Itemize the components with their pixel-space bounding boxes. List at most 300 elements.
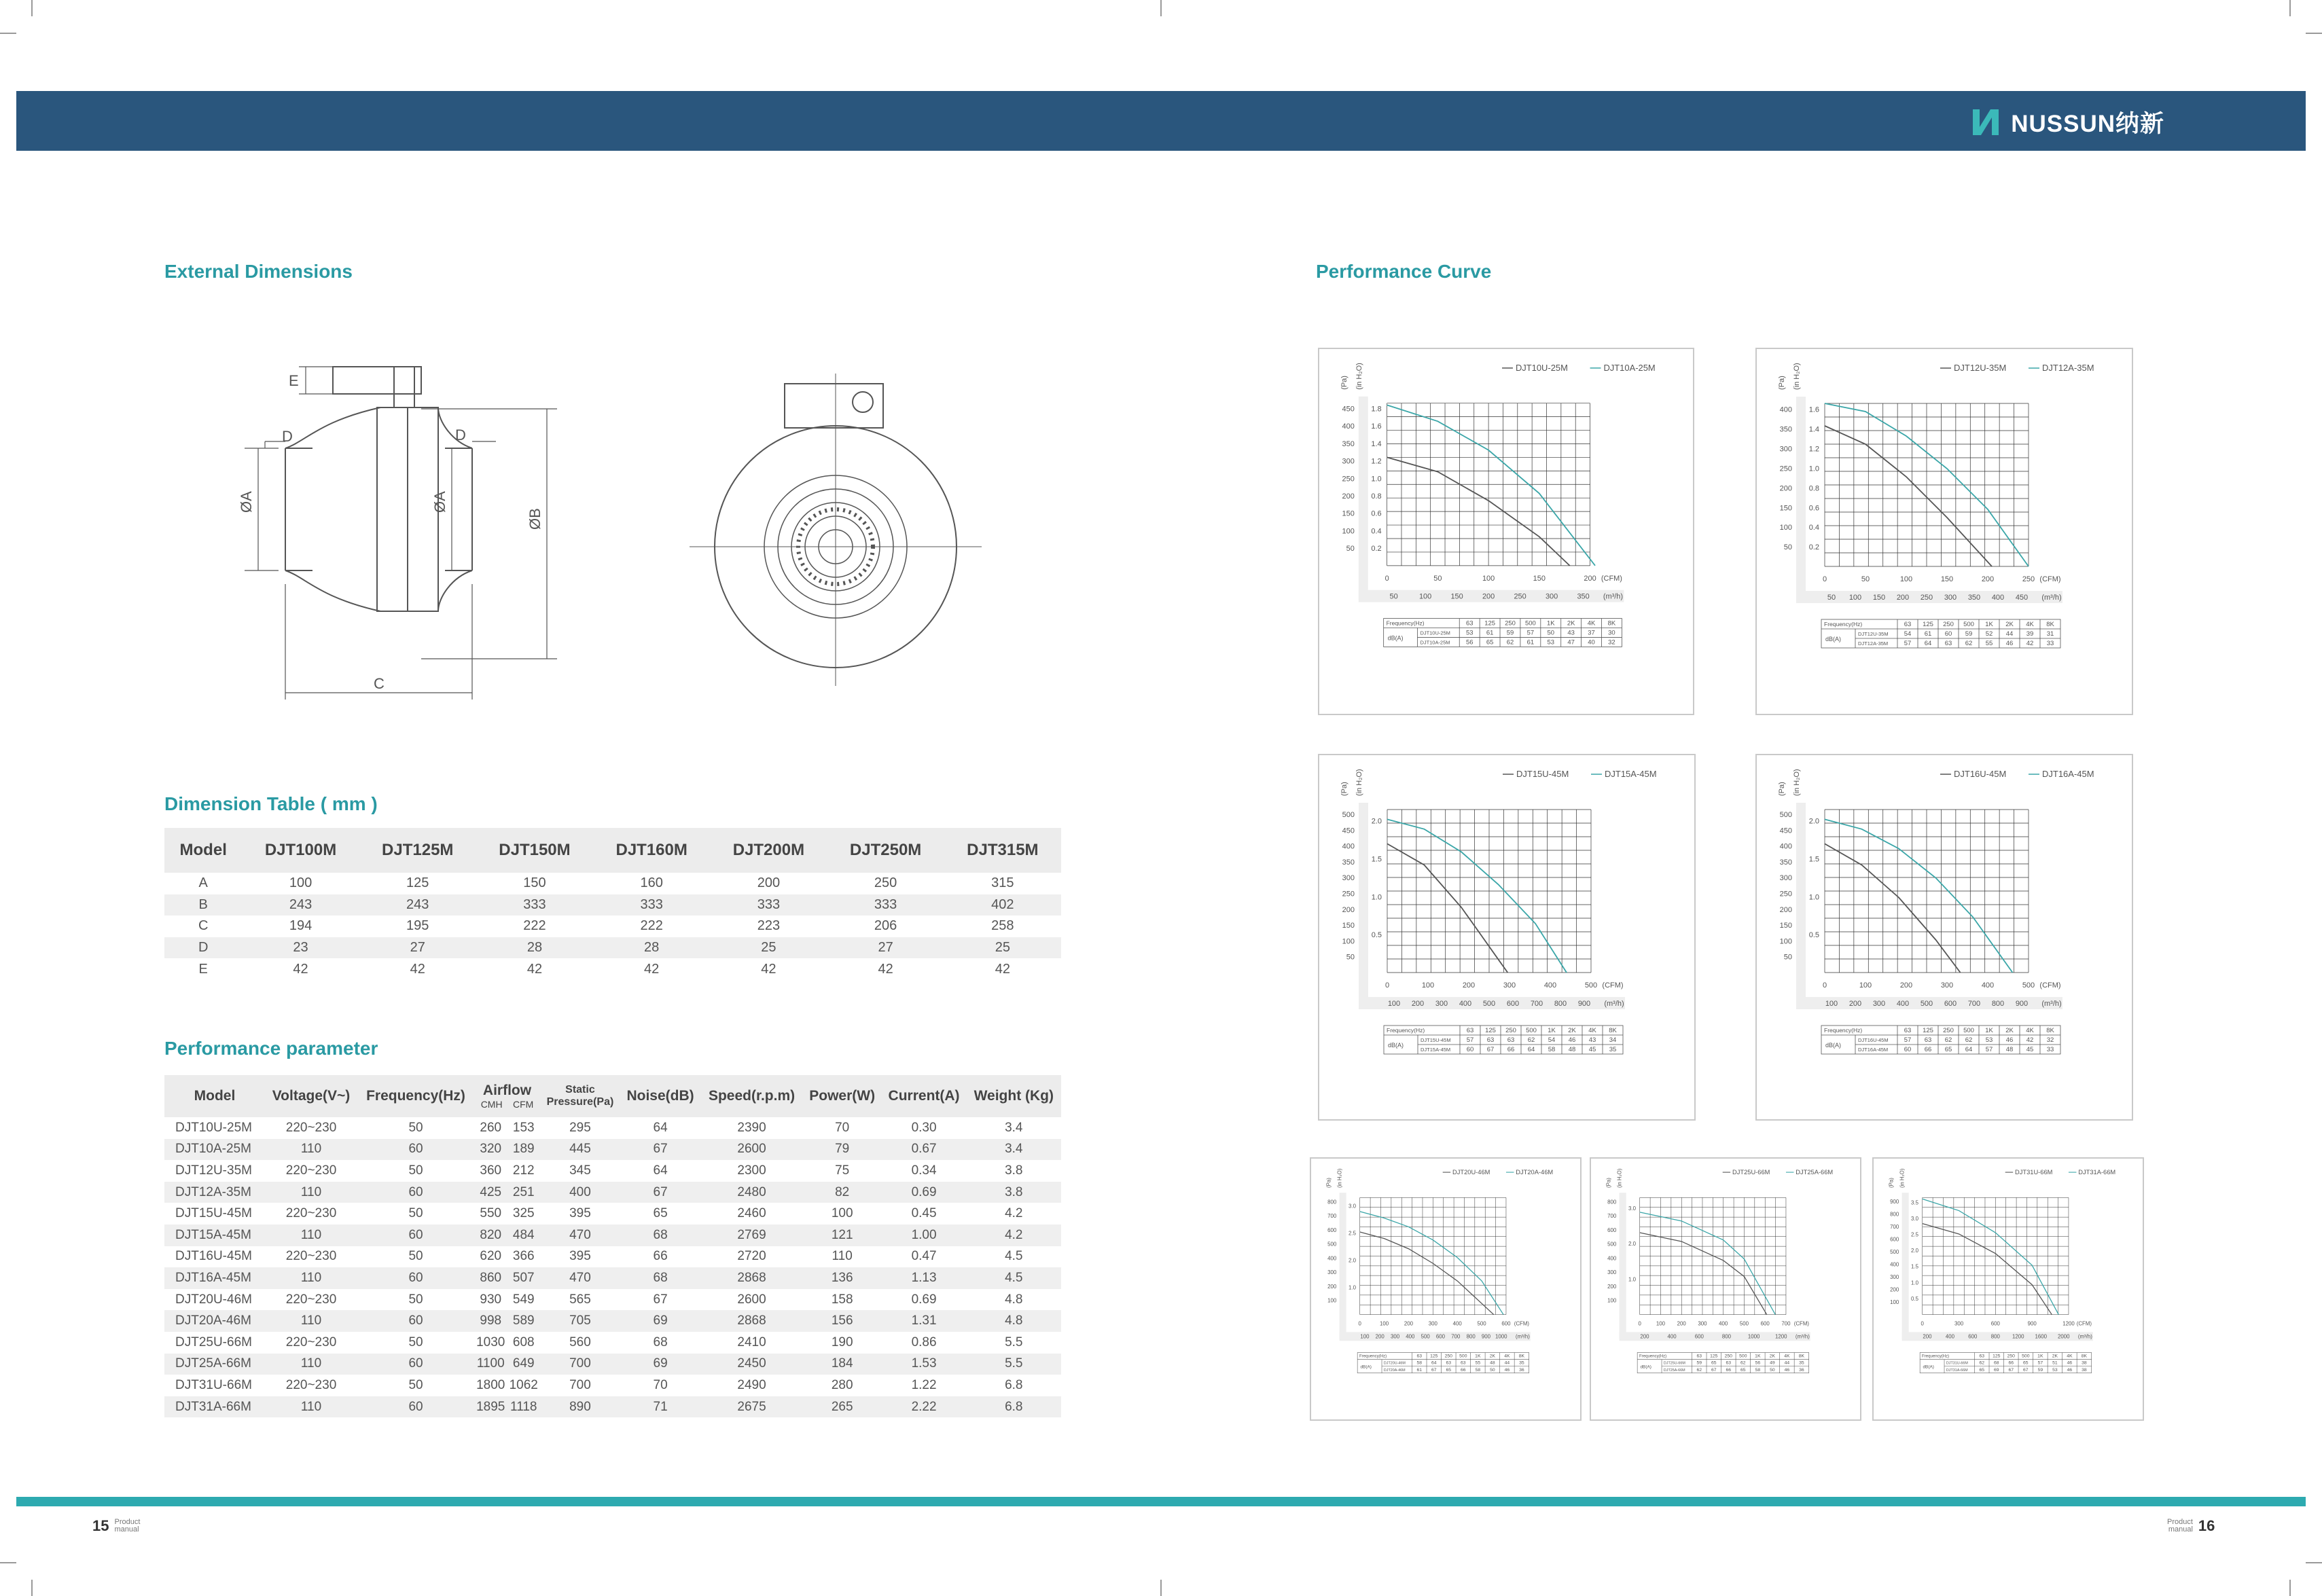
table-cell: 315 (991, 875, 1014, 891)
axis-band (1359, 397, 1368, 600)
table-cell: 67 (620, 1182, 700, 1203)
y-tick-label: 150 (1779, 922, 1792, 930)
crop-mark (1160, 1580, 1162, 1596)
table-cell: 125 (406, 875, 429, 891)
y2-tick-label: 2.0 (1628, 1241, 1636, 1248)
table-row (164, 1182, 1061, 1203)
noise-value-cell: 64 (1924, 640, 1932, 647)
table-cell: DJT20U-46M (175, 1292, 252, 1307)
performance-chart-svg (1757, 349, 2132, 714)
noise-value-cell: 34 (1609, 1036, 1617, 1044)
col-voltage: Voltage(V~) (265, 1075, 357, 1117)
noise-value-cell: 53 (1985, 1036, 1993, 1044)
x-tick-label: 100 (1859, 981, 1872, 990)
noise-value-cell: 44 (1504, 1360, 1510, 1366)
table-row (164, 1267, 1061, 1289)
table-cell: 2868 (700, 1267, 803, 1289)
y-tick-label: 600 (1607, 1227, 1617, 1233)
table-cell: 220~230 (285, 1292, 337, 1307)
curve-card-djt31 (1872, 1157, 2144, 1421)
noise-value-cell: DJT31A-66M (1946, 1368, 1968, 1373)
y-tick-label: 900 (1890, 1198, 1899, 1205)
noise-header-cell: 1K (1985, 621, 1993, 628)
x2-tick-label: 300 (1872, 1000, 1886, 1008)
noise-value-cell: 42 (2026, 640, 2034, 647)
x2-tick-label: 400 (1667, 1333, 1677, 1340)
y-axis-label: (Pa) (1325, 1178, 1332, 1189)
y-axis-label: (Pa) (1778, 782, 1786, 796)
y-tick-label: 100 (1779, 524, 1792, 532)
table-cell: 70 (835, 1120, 850, 1135)
series-line (1640, 1212, 1776, 1315)
y-tick-label: 300 (1779, 874, 1792, 883)
x-tick-label: 250 (2022, 575, 2035, 583)
table-cell: 0.47 (911, 1249, 937, 1264)
y2-tick-label: 0.8 (1808, 484, 1819, 493)
y-tick-label: 400 (1779, 842, 1792, 851)
table-row (164, 1289, 1061, 1311)
y2-tick-label: 0.5 (1808, 931, 1819, 940)
table-cell: 3.8 (967, 1182, 1061, 1203)
x-tick-label: 300 (1954, 1320, 1964, 1327)
table-cell: 2.22 (882, 1396, 967, 1418)
table-cell: 50 (408, 1335, 423, 1349)
table-cell: 2720 (737, 1249, 766, 1264)
dim-col-header: DJT100M (242, 828, 359, 873)
noise-value-cell: 46 (2067, 1367, 2073, 1373)
noise-header-cell: 2K (2052, 1354, 2058, 1359)
table-cell: 333 (593, 894, 710, 916)
axis-band (1359, 803, 1368, 1006)
x-tick-label: 0 (1638, 1320, 1641, 1327)
noise-value-cell: 61 (1924, 630, 1932, 638)
noise-value-cell: 62 (1979, 1360, 1985, 1366)
x-tick-label: 50 (1861, 575, 1870, 583)
x2-tick-label: 200 (1411, 1000, 1425, 1008)
y-axis-label: (Pa) (1778, 376, 1786, 390)
noise-value-cell: DJT15U-45M (1421, 1037, 1451, 1043)
table-cell: 190 (831, 1335, 853, 1349)
noise-value-cell: 58 (1475, 1367, 1481, 1373)
table-cell: 4.5 (967, 1267, 1061, 1289)
y-tick-label: 100 (1607, 1297, 1617, 1304)
table-cell: 3.4 (967, 1139, 1061, 1161)
noise-value-cell: 65 (1944, 1046, 1952, 1053)
table-cell: 0.86 (911, 1335, 937, 1349)
y-tick-label: 350 (1779, 425, 1792, 434)
y2-tick-label: 0.5 (1371, 931, 1382, 940)
y-tick-label: 400 (1779, 405, 1792, 414)
noise-value-cell: 55 (1985, 640, 1993, 647)
noise-value-cell: 52 (1985, 630, 1993, 638)
dim-col-header: DJT200M (710, 828, 827, 873)
table-cell: 333 (827, 894, 944, 916)
noise-value-cell: 54 (1904, 630, 1912, 638)
table-row (164, 937, 1061, 959)
col-power: Power(W) (803, 1075, 882, 1117)
x-tick-label: 500 (2022, 981, 2035, 990)
noise-value-cell: 48 (1568, 1046, 1576, 1053)
table-cell: 189 (507, 1139, 541, 1161)
y2-axis-label: (in H₂O) (1355, 769, 1363, 796)
series-line (1923, 1199, 2059, 1314)
table-cell: 60 (357, 1182, 474, 1203)
x-tick-label: 1200 (2062, 1320, 2075, 1327)
noise-value-cell: DJT10U-25M (1420, 630, 1450, 636)
noise-value-cell: 66 (1461, 1367, 1466, 1373)
x2-tick-label: 400 (1896, 1000, 1910, 1008)
noise-header-cell: 4K (2026, 1027, 2034, 1034)
y2-axis-label: (in H₂O) (1355, 363, 1363, 390)
y-tick-label: 500 (1890, 1248, 1899, 1255)
x2-tick-label: 150 (1450, 592, 1463, 601)
noise-header-cell: 4K (1587, 619, 1596, 628)
x-tick-label: 100 (1380, 1320, 1389, 1327)
table-cell: 110 (265, 1182, 357, 1203)
noise-value-cell: 46 (1504, 1367, 1510, 1373)
table-cell: 60 (357, 1225, 474, 1246)
table-cell: A (198, 875, 208, 891)
table-cell: 295 (569, 1120, 591, 1135)
noise-value-cell: DJT16U-45M (1858, 1037, 1889, 1043)
noise-value-cell: 53 (1547, 638, 1555, 647)
table-cell: 79 (803, 1139, 882, 1161)
noise-header-cell: 1K (1755, 1354, 1761, 1359)
table-cell: 6.8 (967, 1396, 1061, 1418)
noise-header-cell: 4K (1784, 1354, 1790, 1359)
noise-value-cell: 59 (1965, 630, 1973, 638)
noise-header-cell: 500 (1459, 1354, 1467, 1359)
table-row (164, 1375, 1061, 1396)
noise-value-cell: 63 (1944, 640, 1952, 647)
x2-tick-label: 200 (1848, 1000, 1862, 1008)
y2-tick-label: 2.5 (1911, 1231, 1918, 1238)
x2-tick-label: 500 (1482, 1000, 1496, 1008)
dim-col-header: DJT250M (827, 828, 944, 873)
y-tick-label: 400 (1342, 842, 1355, 851)
noise-value-cell: 63 (1507, 1036, 1515, 1044)
y2-tick-label: 3.0 (1628, 1205, 1636, 1212)
noise-value-cell: 66 (2008, 1360, 2014, 1366)
x-tick-label: 600 (1760, 1320, 1770, 1327)
y2-tick-label: 1.8 (1371, 405, 1382, 414)
noise-value-cell: 63 (1461, 1360, 1466, 1366)
table-cell: 4.2 (967, 1225, 1061, 1246)
table-cell: DJT12A-35M (164, 1182, 265, 1203)
noise-header-cell: 500 (2022, 1354, 2030, 1359)
noise-value-cell: 46 (1568, 1036, 1576, 1044)
noise-value-cell: 56 (1755, 1360, 1761, 1366)
noise-header-cell: 63 (1904, 1027, 1912, 1034)
table-cell: 265 (803, 1396, 882, 1418)
y-tick-label: 800 (1890, 1211, 1899, 1218)
y-tick-label: 350 (1342, 858, 1355, 867)
noise-value-cell: 46 (2067, 1360, 2073, 1366)
table-row (164, 1332, 1061, 1354)
table-cell: 0.34 (911, 1163, 937, 1178)
col-model: Model (164, 1075, 265, 1117)
x2-tick-label: 200 (1482, 592, 1495, 601)
table-cell: 110 (265, 1310, 357, 1332)
noise-header-cell: Frequency(Hz) (1639, 1354, 1667, 1359)
noise-header-cell: 125 (1923, 621, 1933, 628)
x2-tick-label: 100 (1825, 1000, 1838, 1008)
series-line (1640, 1233, 1767, 1315)
pressure-label: Pressure(Pa) (546, 1096, 614, 1108)
table-row (164, 1203, 1061, 1225)
table-cell: 50 (408, 1377, 423, 1392)
noise-row-label: dB(A) (1360, 1364, 1372, 1370)
noise-value-cell: 67 (1431, 1367, 1437, 1373)
table-cell: 1100 (474, 1354, 507, 1375)
noise-header-cell: 500 (1739, 1354, 1747, 1359)
dim-col-header: DJT150M (476, 828, 593, 873)
col-weight: Weight (Kg) (967, 1075, 1061, 1117)
table-cell: 1800 (476, 1377, 505, 1392)
table-cell: 0.69 (882, 1182, 967, 1203)
noise-value-cell: 55 (1475, 1360, 1481, 1366)
x-tick-label: 100 (1482, 574, 1495, 583)
table-cell: 1895 (474, 1396, 507, 1418)
noise-header-cell: 2K (1489, 1354, 1496, 1359)
noise-value-cell: 50 (1547, 629, 1555, 637)
x-axis-label: (CFM) (2076, 1320, 2092, 1327)
y2-axis-label: (in H₂O) (1793, 769, 1801, 796)
noise-value-cell: 46 (1784, 1367, 1790, 1373)
table-cell: 194 (289, 918, 312, 934)
legend-entry: DJT20U-46M (1452, 1168, 1490, 1176)
product-manual-label (2167, 1519, 2193, 1534)
table-cell: 4.5 (1005, 1249, 1023, 1264)
noise-value-cell: 58 (1755, 1367, 1761, 1373)
y-tick-label: 400 (1342, 422, 1355, 431)
noise-value-cell: 65 (1740, 1367, 1746, 1373)
table-cell: 560 (569, 1335, 591, 1349)
table-cell: DJT16U-45M (175, 1249, 252, 1264)
y-axis-label: (Pa) (1888, 1178, 1895, 1189)
noise-value-cell: 68 (1994, 1360, 1999, 1366)
table-cell: DJT10U-25M (175, 1120, 252, 1135)
table-cell: 50 (408, 1206, 423, 1221)
table-cell: D (164, 937, 242, 959)
y2-tick-label: 1.0 (1371, 475, 1382, 484)
x2-tick-label: 900 (1577, 1000, 1591, 1008)
table-cell: 507 (507, 1267, 541, 1289)
y-tick-label: 600 (1890, 1236, 1899, 1243)
noise-value-cell: 38 (2082, 1360, 2087, 1366)
y2-tick-label: 1.5 (1911, 1263, 1918, 1270)
crop-mark (31, 1580, 33, 1596)
table-cell: 366 (512, 1249, 535, 1264)
noise-value-cell: 58 (1416, 1360, 1423, 1366)
noise-value-cell: 50 (1770, 1367, 1775, 1373)
y2-tick-label: 1.2 (1808, 445, 1819, 454)
x2-tick-label: 600 (1506, 1000, 1520, 1008)
table-cell: 60 (357, 1139, 474, 1161)
table-cell: 42 (878, 961, 893, 977)
crop-mark (1160, 0, 1162, 16)
axis-band (1796, 803, 1806, 1006)
noise-header-cell: 2K (2005, 1027, 2014, 1034)
x-tick-label: 0 (1385, 574, 1389, 583)
y-tick-label: 800 (1327, 1199, 1337, 1205)
curve-card-djt15 (1318, 754, 1696, 1121)
y-tick-label: 400 (1890, 1261, 1899, 1268)
series-line (1923, 1224, 2052, 1315)
page-number: 16 (2198, 1517, 2215, 1534)
crop-mark (0, 1562, 16, 1563)
y2-tick-label: 0.4 (1808, 524, 1819, 532)
y-tick-label: 200 (1779, 484, 1792, 493)
y2-tick-label: 1.0 (1911, 1280, 1918, 1286)
brand-name: NUSSUN纳新 (2011, 111, 2164, 137)
legend-entry: DJT20A-46M (1516, 1168, 1554, 1176)
noise-value-cell: 57 (1904, 640, 1912, 647)
noise-value-cell: 63 (1924, 1036, 1932, 1044)
table-cell: 0.69 (911, 1292, 937, 1307)
table-cell: 1.22 (911, 1377, 937, 1392)
table-cell: 280 (831, 1377, 853, 1392)
table-cell: 50 (408, 1120, 423, 1135)
table-cell: 64 (653, 1163, 668, 1178)
footer-bar (16, 1497, 2306, 1506)
table-cell: 608 (512, 1335, 535, 1349)
x2-tick-label: 800 (1990, 1333, 2000, 1340)
x2-tick-label: 1200 (2012, 1333, 2024, 1340)
noise-header-cell: 4K (2067, 1354, 2073, 1359)
y-tick-label: 450 (1342, 827, 1355, 835)
table-cell: 69 (620, 1354, 700, 1375)
nussun-logo-icon (1970, 107, 2001, 138)
product-manual-label (114, 1519, 140, 1534)
table-cell: 425 (474, 1182, 507, 1203)
table-row (164, 1396, 1061, 1418)
noise-value-cell: DJT15A-45M (1421, 1047, 1451, 1053)
y-tick-label: 100 (1342, 937, 1355, 946)
table-cell: 550 (480, 1206, 502, 1221)
table-cell: 1118 (507, 1396, 541, 1418)
x2-tick-label: 2000 (2058, 1333, 2070, 1340)
dim-col-header: Model (164, 828, 242, 873)
x-tick-label: 150 (1533, 574, 1546, 583)
noise-header-cell: 250 (1724, 1354, 1732, 1359)
table-cell: 60 (357, 1267, 474, 1289)
table-cell: 200 (757, 875, 781, 891)
noise-value-cell: 57 (1526, 629, 1535, 637)
performance-parameter-title: Performance parameter (164, 1038, 378, 1059)
x-tick-label: 300 (1503, 981, 1516, 990)
noise-header-cell: 125 (1993, 1354, 2001, 1359)
x-tick-label: 500 (1584, 981, 1598, 990)
table-row (164, 1139, 1061, 1161)
table-cell: 223 (757, 918, 781, 934)
x2-axis-label: (m³/h) (1604, 1000, 1624, 1008)
noise-value-cell: 62 (1965, 1036, 1973, 1044)
table-cell: 700 (569, 1377, 591, 1392)
y2-tick-label: 1.5 (1808, 855, 1819, 864)
noise-header-cell: 2K (1769, 1354, 1776, 1359)
table-cell: 153 (512, 1120, 535, 1135)
table-cell: 160 (640, 875, 663, 891)
noise-value-cell: 53 (1465, 629, 1473, 637)
x-tick-label: 300 (1428, 1320, 1437, 1327)
legend-entry: DJT10A-25M (1603, 362, 1656, 373)
x2-tick-label: 800 (1991, 1000, 2005, 1008)
noise-value-cell: 57 (1904, 1036, 1912, 1044)
crop-mark (2289, 0, 2291, 16)
x-tick-label: 400 (1452, 1320, 1462, 1327)
table-cell: 4.8 (1005, 1292, 1023, 1307)
y2-tick-label: 2.5 (1348, 1230, 1356, 1237)
table-cell: 60 (357, 1396, 474, 1418)
y-tick-label: 150 (1342, 509, 1355, 518)
table-cell: 184 (803, 1354, 882, 1375)
table-cell: 27 (359, 937, 476, 959)
x2-tick-label: 1600 (2035, 1333, 2048, 1340)
noise-value-cell: 56 (1465, 638, 1473, 647)
x2-tick-label: 100 (1360, 1333, 1370, 1340)
noise-value-cell: 43 (1588, 1036, 1596, 1044)
noise-value-cell: 49 (1770, 1360, 1775, 1366)
table-cell: 100 (831, 1206, 853, 1221)
x2-tick-label: 800 (1554, 1000, 1567, 1008)
x2-tick-label: 300 (1944, 594, 1957, 602)
noise-header-cell: 8K (1798, 1354, 1805, 1359)
noise-value-cell: 44 (1784, 1360, 1790, 1366)
noise-header-cell: Frequency(Hz) (1387, 1027, 1425, 1034)
table-cell: 705 (540, 1310, 620, 1332)
table-cell: 0.67 (882, 1139, 967, 1161)
table-cell: 890 (540, 1396, 620, 1418)
x2-tick-label: 600 (1944, 1000, 1957, 1008)
table-cell: 110 (265, 1354, 357, 1375)
cfm-label: CFM (512, 1099, 534, 1110)
table-cell: 484 (507, 1225, 541, 1246)
x2-tick-label: 400 (1991, 594, 2005, 602)
y2-tick-label: 0.4 (1371, 527, 1382, 536)
noise-value-cell: 57 (2037, 1360, 2043, 1366)
y-tick-label: 700 (1327, 1213, 1337, 1220)
y-tick-label: 200 (1342, 492, 1355, 501)
table-cell: 68 (620, 1267, 700, 1289)
x-tick-label: 600 (1990, 1320, 2000, 1327)
table-cell: 2490 (737, 1377, 766, 1392)
y-tick-label: 400 (1607, 1255, 1617, 1262)
table-cell: 68 (653, 1335, 668, 1349)
noise-value-cell: 54 (1548, 1036, 1556, 1044)
x2-tick-label: 50 (1389, 592, 1398, 601)
performance-chart-svg (1319, 755, 1694, 1119)
table-cell: 220~230 (285, 1249, 337, 1264)
table-row (164, 873, 1061, 894)
noise-value-cell: DJT20A-46M (1383, 1368, 1406, 1373)
static-label: Static (565, 1084, 595, 1095)
noise-value-cell: 65 (1486, 638, 1494, 647)
table-cell: 395 (569, 1206, 591, 1221)
noise-value-cell: 59 (1696, 1360, 1702, 1366)
table-cell: 222 (640, 918, 663, 934)
table-cell: 68 (620, 1225, 700, 1246)
noise-header-cell: 250 (2007, 1354, 2015, 1359)
noise-header-cell: 63 (1904, 621, 1912, 628)
table-cell: 320 (474, 1139, 507, 1161)
table-cell: 222 (523, 918, 546, 934)
table-cell: 220~230 (285, 1206, 337, 1221)
noise-header-cell: 125 (1484, 619, 1495, 628)
y2-tick-label: 1.0 (1808, 465, 1819, 473)
crop-mark (0, 33, 16, 34)
x-tick-label: 100 (1421, 981, 1435, 990)
